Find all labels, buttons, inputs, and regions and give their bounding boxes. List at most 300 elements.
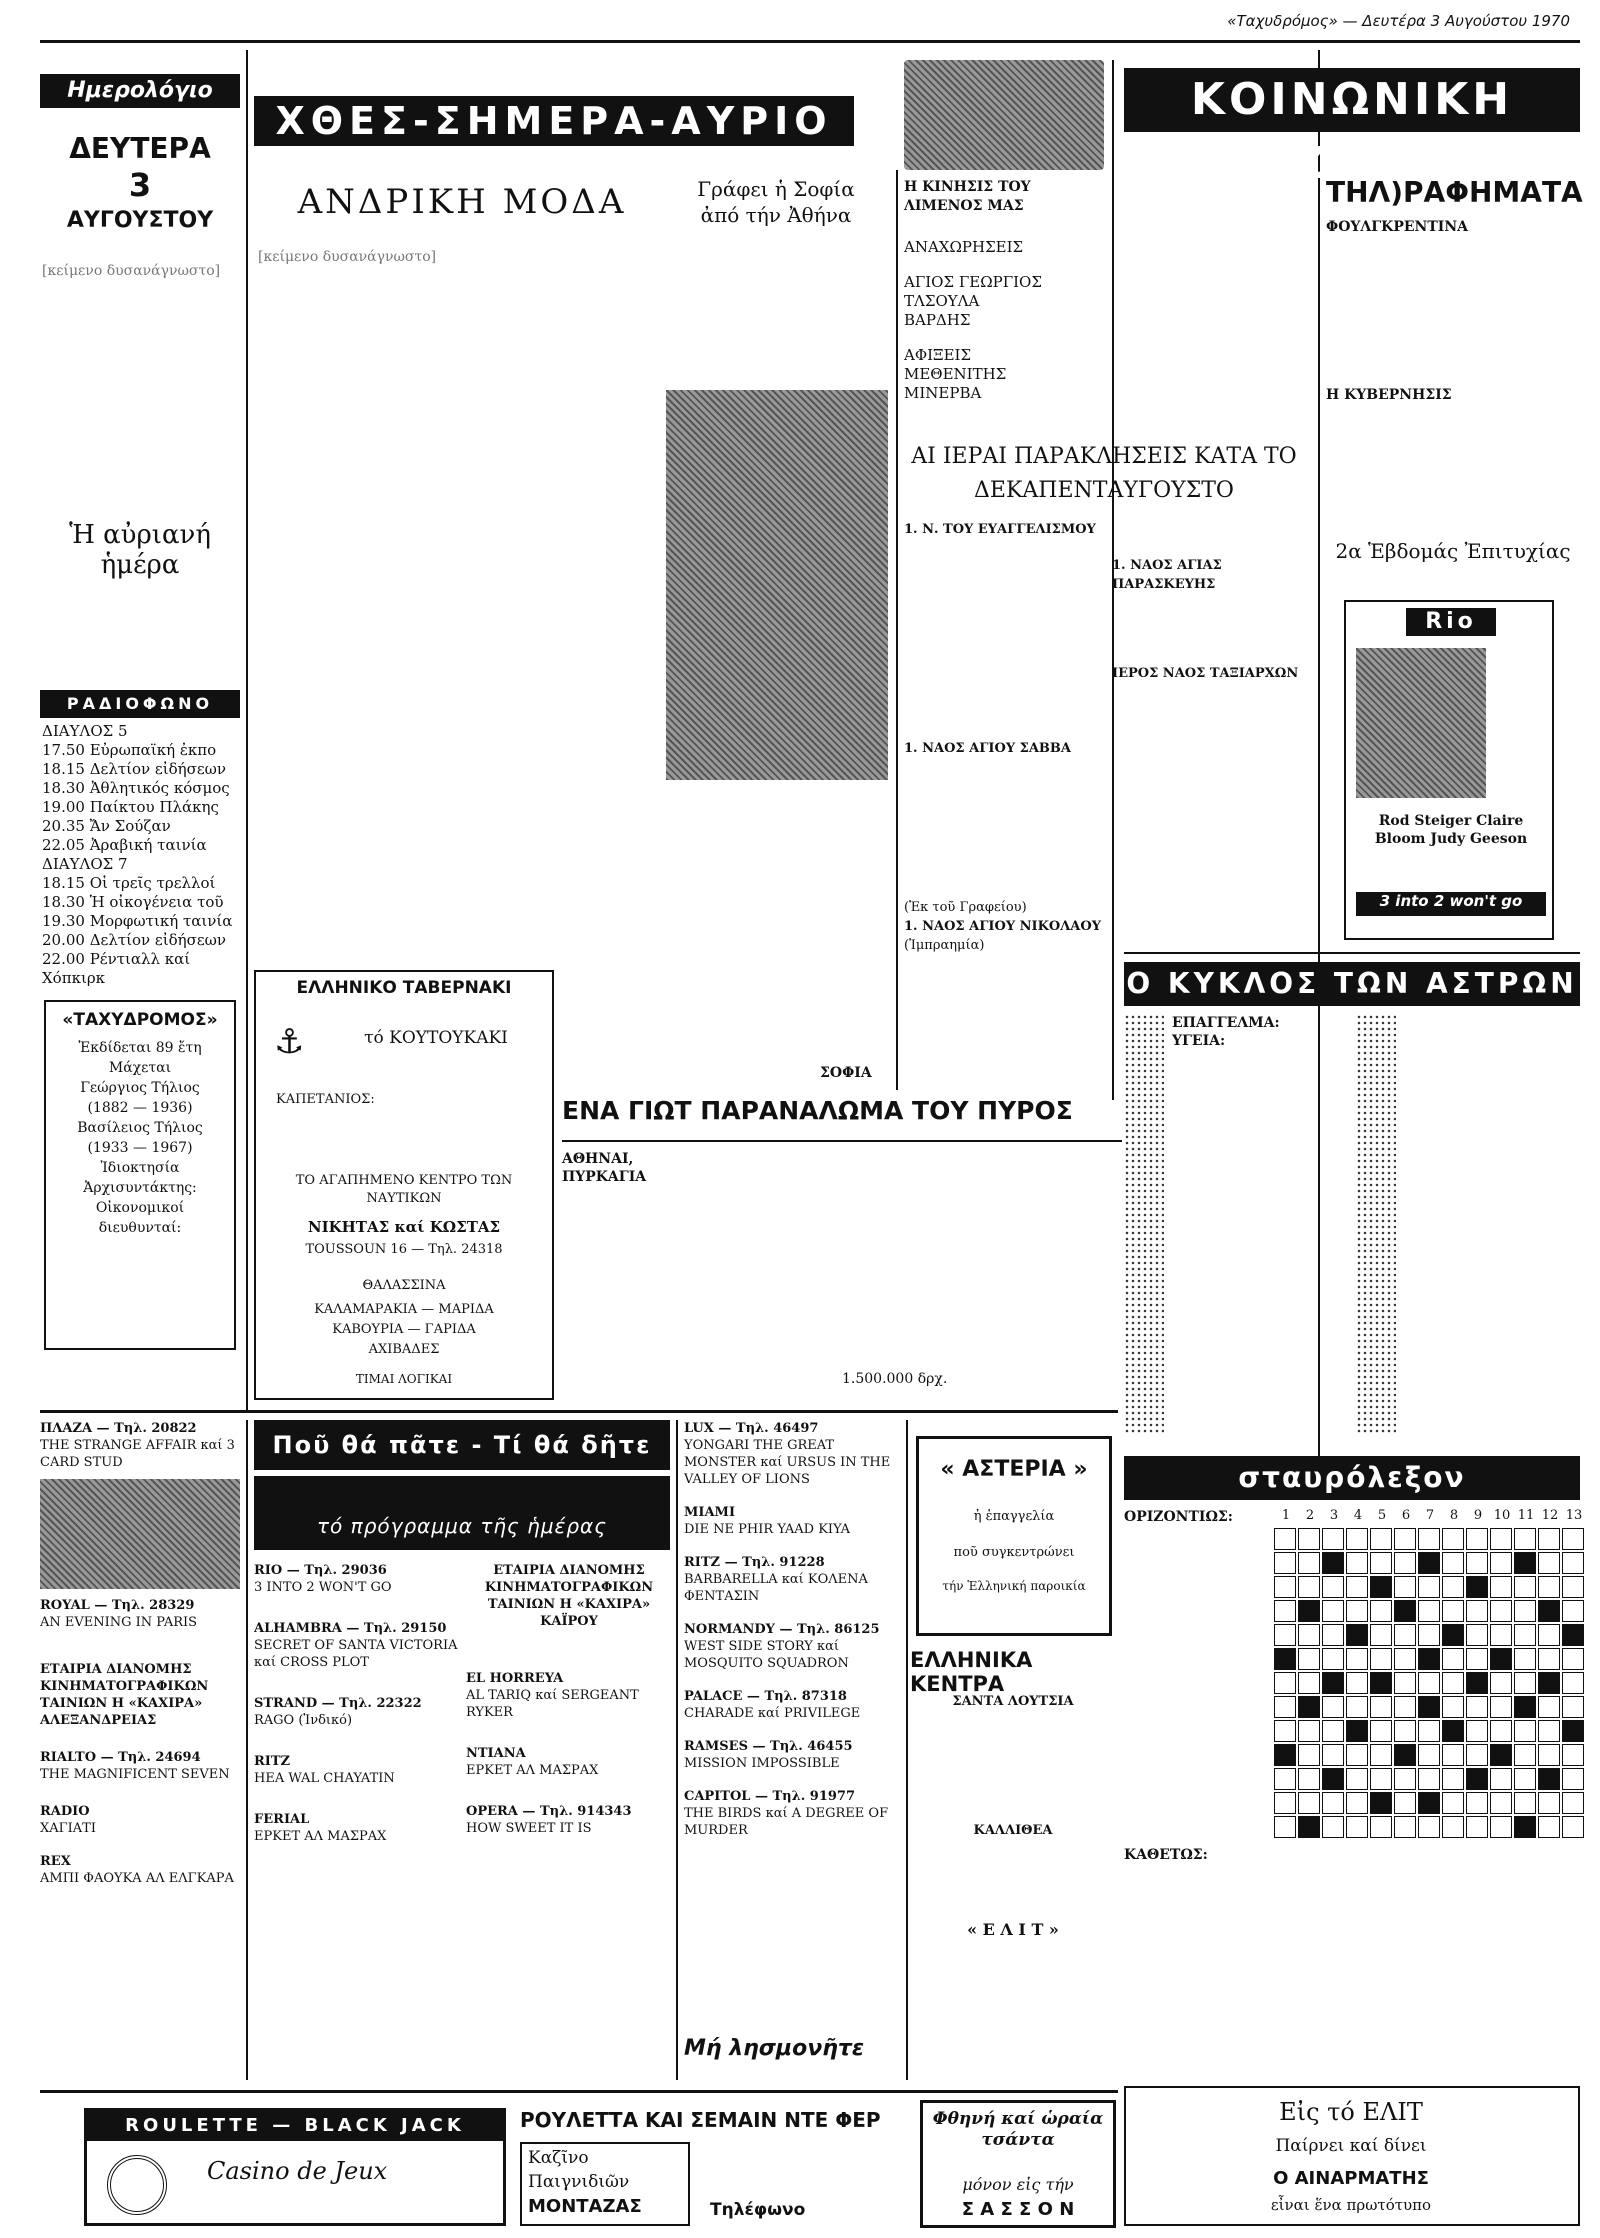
crossword-cell[interactable] — [1274, 1624, 1296, 1646]
roulette-wheel-icon — [107, 2155, 167, 2215]
crossword-cell[interactable] — [1538, 1816, 1560, 1838]
crossword-cell[interactable] — [1442, 1576, 1464, 1598]
crossword-cell[interactable] — [1298, 1528, 1320, 1550]
asteria-line2: ποῦ συγκεντρώνει — [953, 1545, 1075, 1560]
crossword-cell[interactable] — [1562, 1744, 1584, 1766]
crossword-cell[interactable] — [1394, 1648, 1416, 1670]
week-label: 2α Ἑβδομάς Ἐπιτυχίας — [1335, 539, 1571, 563]
radio-item: 22.00 Ρέντιαλλ καί Χόπκιρκ — [42, 950, 191, 987]
cinema-name: STRAND — Τηλ. 22322 — [254, 1696, 422, 1711]
crossword-cell[interactable] — [1274, 1672, 1296, 1694]
crossword-cell[interactable] — [1442, 1600, 1464, 1622]
crossword-cell[interactable] — [1562, 1696, 1584, 1718]
crossword-cell[interactable] — [1514, 1576, 1536, 1598]
calendar-text — [42, 262, 240, 472]
cinema-name: NORMANDY — Τηλ. 86125 — [684, 1622, 880, 1637]
crossword-cell[interactable] — [1418, 1576, 1440, 1598]
crossword-cell[interactable] — [1562, 1768, 1584, 1790]
crossword-cell[interactable] — [1346, 1672, 1368, 1694]
crossword-cell[interactable] — [1346, 1528, 1368, 1550]
taverna-more2: ΑΧΙΒΑΔΕΣ — [368, 1342, 440, 1357]
crossword-cell[interactable] — [1394, 1720, 1416, 1742]
roulette-ad — [84, 2108, 506, 2226]
xthes-banner: ΧΘΕΣ-ΣΗΜΕΡΑ-ΑΥΡΙΟ — [254, 96, 854, 146]
taverna-sea: ΘΑΛΑΣΣΙΝΑ — [362, 1278, 446, 1293]
crossword-cell[interactable] — [1442, 1792, 1464, 1814]
crossword-black-cell — [1538, 1600, 1560, 1622]
crossword-cell[interactable] — [1322, 1744, 1344, 1766]
cinema-name: RIO — Τηλ. 29036 — [254, 1563, 387, 1578]
cinema-name: ΜΙΑΜΙ — [684, 1505, 736, 1520]
crossword-cell[interactable] — [1322, 1528, 1344, 1550]
crossword-cell[interactable] — [1370, 1528, 1392, 1550]
crossword-cell[interactable] — [1346, 1792, 1368, 1814]
crossword-cell[interactable] — [1490, 1768, 1512, 1790]
crossword-cell[interactable] — [1370, 1552, 1392, 1574]
crossword-cell[interactable] — [1298, 1552, 1320, 1574]
social-banner: ΚΟΙΝΩΝΙΚΗ ΖΩΗ — [1124, 68, 1580, 132]
crossword-cell[interactable] — [1442, 1648, 1464, 1670]
radio-list — [42, 722, 240, 992]
crossword-black-cell — [1490, 1648, 1512, 1670]
cinema-name: RIALTO — Τηλ. 24694 — [40, 1750, 201, 1765]
crossword-cell[interactable] — [1490, 1600, 1512, 1622]
crossword-number: 2 — [1305, 1508, 1315, 1523]
crossword-cell[interactable] — [1346, 1600, 1368, 1622]
prayers-col1 — [904, 520, 1102, 1080]
crossword-cell[interactable] — [1562, 1576, 1584, 1598]
crossword-cell[interactable] — [1562, 1816, 1584, 1838]
radio-item: ΔΙΑΥΛΟΣ 7 — [42, 855, 128, 873]
moda-col1 — [258, 248, 454, 968]
colophon-line: (1882 — 1936) — [87, 1100, 193, 1116]
crossword-black-cell — [1538, 1768, 1560, 1790]
port-title: Η ΚΙΝΗΣΙΣ ΤΟΥ ΛΙΜΕΝΟΣ ΜΑΣ — [904, 179, 1031, 214]
crossword-black-cell — [1562, 1720, 1584, 1742]
roulette-headline: ΡΟΥΛΕΤΤΑ ΚΑΙ ΣΕΜΑΙΝ ΝΤΕ ΦΕΡ — [520, 2108, 881, 2132]
crossword-cell[interactable] — [1370, 1768, 1392, 1790]
cinema-name: PALACE — Τηλ. 87318 — [684, 1689, 847, 1704]
crossword-cell[interactable] — [1274, 1600, 1296, 1622]
sasson-line2: μόνον εἰς τήν — [962, 2175, 1074, 2194]
radio-item: 17.50 Εὐρωπαϊκή ἐκπο — [42, 741, 217, 759]
moda-byline: Γράφει ἡ Σοφία ἀπό τήν Ἀθήνα — [697, 177, 855, 227]
crossword-number: 5 — [1377, 1508, 1387, 1523]
crossword-number: 11 — [1517, 1508, 1535, 1523]
crossword-cell[interactable] — [1394, 1624, 1416, 1646]
crossword-cell[interactable] — [1322, 1816, 1344, 1838]
masthead: «Ταχυδρόμος» — Δευτέρα 3 Αυγούστου 1970 — [1227, 12, 1570, 30]
crossword-cell[interactable] — [1298, 1576, 1320, 1598]
tomorrow-text — [42, 590, 240, 670]
crossword-cell[interactable] — [1490, 1696, 1512, 1718]
crossword-cell[interactable] — [1466, 1528, 1488, 1550]
crossword-cell[interactable] — [1490, 1792, 1512, 1814]
crossword-cell[interactable] — [1442, 1744, 1464, 1766]
radio-item: 22.05 Ἀραβική ταινία — [42, 836, 207, 854]
crossword-black-cell — [1322, 1552, 1344, 1574]
crossword-black-cell — [1298, 1600, 1320, 1622]
crossword-cell[interactable] — [1370, 1816, 1392, 1838]
crossword-cell[interactable] — [1298, 1624, 1320, 1646]
crossword-black-cell — [1274, 1744, 1296, 1766]
crossword-cell[interactable] — [1370, 1696, 1392, 1718]
crossword-cell[interactable] — [1298, 1648, 1320, 1670]
metro-logo — [40, 1479, 240, 1589]
zodiac-icons-left — [1124, 1014, 1164, 1434]
crossword-cell[interactable] — [1370, 1720, 1392, 1742]
crossword-cell[interactable] — [1418, 1768, 1440, 1790]
cinema-film: 3 into 2 won't go — [1356, 892, 1546, 916]
crossword-cell[interactable] — [1322, 1720, 1344, 1742]
colophon-box — [44, 1000, 236, 1350]
crossword-cell[interactable] — [1274, 1720, 1296, 1742]
horoscope-col1 — [1172, 1014, 1352, 1434]
moda-col2 — [462, 248, 658, 968]
telegrams-title: ΤΗΛ)ΡΑΦΗΜΑΤΑ — [1326, 176, 1583, 209]
prayers-note: (Ἐκ τοῦ Γραφείου) — [904, 900, 1027, 915]
crossword-number: 4 — [1353, 1508, 1363, 1523]
crossword-cell[interactable] — [1466, 1648, 1488, 1670]
colophon-line: Ἰδιοκτησία — [100, 1160, 180, 1176]
crossword-cell[interactable] — [1514, 1528, 1536, 1550]
crossword-cell[interactable] — [1490, 1672, 1512, 1694]
crossword-cell[interactable] — [1490, 1816, 1512, 1838]
crossword-cell[interactable] — [1418, 1600, 1440, 1622]
radio-item: 19.00 Παίκτου Πλάκης — [42, 798, 219, 816]
crossword-cell[interactable] — [1538, 1648, 1560, 1670]
crossword-cell[interactable] — [1442, 1696, 1464, 1718]
crossword-cell[interactable] — [1394, 1816, 1416, 1838]
taverna-fish: ΚΑΛΑΜΑΡΑΚΙΑ — ΜΑΡΙΔΑ — [314, 1302, 494, 1317]
crossword-cell[interactable] — [1514, 1792, 1536, 1814]
cinema-film: ΗΕΑ WAL CHAYATIN — [254, 1771, 395, 1786]
where-sub: τό πρόγραμμα τῆς ἡμέρας — [254, 1476, 670, 1550]
crossword-cell[interactable] — [1490, 1552, 1512, 1574]
crossword-cell[interactable] — [1370, 1744, 1392, 1766]
cinema-name: ΝΤΙΑΝΑ — [466, 1746, 526, 1761]
crossword-black-cell — [1370, 1792, 1392, 1814]
crossword-cell[interactable] — [1394, 1792, 1416, 1814]
cinema-name: ΕΤΑΙΡΙΑ ΔΙΑΝΟΜΗΣ ΚΙΝΗΜΑΤΟΓΡΑΦΙΚΩΝ ΤΑΙΝΙΩΝ Η «ΚΑΧΙΡΑ» ΚΑΪΡΟΥ — [484, 1563, 654, 1629]
crossword-cell[interactable] — [1466, 1720, 1488, 1742]
port-departures: ΑΝΑΧΩΡΗΣΕΙΣ — [904, 238, 1024, 256]
montaza-line1: Καζῖνο — [528, 2148, 589, 2168]
crossword-cell[interactable] — [1298, 1672, 1320, 1694]
crossword-black-cell — [1274, 1648, 1296, 1670]
taverna-prices: ΤΙΜΑΙ ΛΟΓΙΚΑΙ — [355, 1372, 453, 1386]
prayers-section: 1. ΝΑΟΣ ΑΓΙΑΣ ΠΑΡΑΣΚΕΥΗΣ — [1112, 558, 1222, 592]
crossword-cell[interactable] — [1562, 1528, 1584, 1550]
cinema-film: WEST SIDE STORY καί MOSQUITO SQUADRON — [684, 1639, 849, 1671]
montaza-line3: ΜΟΝΤΑΖΑΣ — [528, 2196, 642, 2217]
prayers-section: ΙΕΡΟΣ ΝΑΟΣ ΤΑΞΙΑΡΧΩΝ — [1112, 666, 1299, 681]
crossword-black-cell — [1514, 1552, 1536, 1574]
crossword-cell[interactable] — [1514, 1624, 1536, 1646]
crossword-cell[interactable] — [1538, 1744, 1560, 1766]
elit-ad — [1124, 2086, 1580, 2226]
colophon-line: Οἰκονομικοί διευθυνταί: — [95, 1200, 185, 1236]
crossword-black-cell — [1490, 1744, 1512, 1766]
radio-item: 20.35 Ἄν Σούζαν — [42, 817, 171, 835]
crossword-cell[interactable] — [1490, 1624, 1512, 1646]
fire-headline: ΕΝΑ ΓΙΩΤ ΠΑΡΑΝΑΛΩΜΑ ΤΟΥ ΠΥΡΟΣ — [562, 1096, 1073, 1125]
cinema-logo: Rio — [1406, 608, 1496, 636]
crossword-cell[interactable] — [1514, 1744, 1536, 1766]
crossword-cell[interactable] — [1346, 1768, 1368, 1790]
crossword-cell[interactable] — [1514, 1672, 1536, 1694]
port-ship: ΑΓΙΟΣ ΓΕΩΡΓΙΟΣ — [904, 273, 1042, 291]
cinema-film: YONGARI THE GREAT MONSTER καί URSUS IN THE VALLEY OF LIONS — [684, 1438, 891, 1487]
crossword-cell[interactable] — [1538, 1792, 1560, 1814]
crossword-clues-across — [1124, 1508, 1270, 1838]
roulette-phone: Τηλέφωνο — [710, 2200, 806, 2220]
taverna-captain: ΚΑΠΕΤΑΝΙΟΣ: — [276, 1092, 375, 1107]
crossword-grid[interactable] — [1274, 1528, 1584, 1840]
colophon-line: Μάχεται — [108, 1060, 172, 1076]
crossword-cell[interactable] — [1298, 1768, 1320, 1790]
social-notes — [1120, 180, 1310, 420]
crossword-cell[interactable] — [1274, 1528, 1296, 1550]
radio-item: ΔΙΑΥΛΟΣ 5 — [42, 722, 128, 740]
cinema-film: BARBARELLA καί ΚΟΛΕΝΑ ΦΕΝΤΑΣΙΝ — [684, 1572, 868, 1604]
crossword-black-cell — [1298, 1816, 1320, 1838]
cinema-film: THE STRANGE AFFAIR καί 3 CARD STUD — [40, 1438, 235, 1470]
crossword-cell[interactable] — [1274, 1792, 1296, 1814]
montaza-line2: Παιγνιδιῶν — [528, 2172, 630, 2192]
horoscope-key: ΥΓΕΙΑ: — [1172, 1033, 1226, 1049]
elit-line4: εἶναι ἕνα πρωτότυπο — [1270, 2196, 1432, 2214]
calendar-illegible: [κείμενο δυσανάγνωστο] — [42, 263, 221, 279]
crossword-cell[interactable] — [1298, 1720, 1320, 1742]
center-name: ΚΑΛΛΙΘΕΑ — [973, 1823, 1053, 1838]
cinema-stars: Rod Steiger Claire Bloom Judy Geeson — [1374, 813, 1528, 847]
crossword-across-label: ΟΡΙΖΟΝΤΙΩΣ: — [1124, 1509, 1233, 1525]
crossword-cell[interactable] — [1514, 1768, 1536, 1790]
cinema-film: ΧΑΓΙΑΤΙ — [40, 1821, 96, 1836]
taverna-owners: ΝΙΚΗΤΑΣ καί ΚΩΣΤΑΣ — [307, 1218, 501, 1236]
moda-col3b — [666, 790, 886, 1070]
taverna-center: ΤΟ ΑΓΑΠΗΜΕΝΟ ΚΕΝΤΡΟ ΤΩΝ ΝΑΥΤΙΚΩΝ — [295, 1173, 513, 1206]
crossword-black-cell — [1418, 1696, 1440, 1718]
crossword-black-cell — [1466, 1576, 1488, 1598]
crossword-cell[interactable] — [1442, 1672, 1464, 1694]
crossword-black-cell — [1538, 1672, 1560, 1694]
crossword-cell[interactable] — [1394, 1672, 1416, 1694]
calendar-date: 3 — [128, 166, 152, 204]
radio-item: 18.30 Ἀθλητικός κόσμος — [42, 779, 230, 797]
cinema-photo — [1356, 648, 1486, 798]
crossword-cell[interactable] — [1466, 1744, 1488, 1766]
calendar-box — [40, 52, 240, 262]
crossword-cell[interactable] — [1394, 1576, 1416, 1598]
crossword-cell[interactable] — [1418, 1672, 1440, 1694]
crossword-cell[interactable] — [1346, 1552, 1368, 1574]
crossword-cell[interactable] — [1322, 1624, 1344, 1646]
crossword-cell[interactable] — [1442, 1552, 1464, 1574]
cinema-name: EL HORREYA — [466, 1671, 564, 1686]
crossword-cell[interactable] — [1274, 1696, 1296, 1718]
radio-item: 19.30 Μορφωτική ταινία — [42, 912, 233, 930]
crossword-black-cell — [1418, 1792, 1440, 1814]
horoscope-grid — [1124, 1014, 1580, 1444]
crossword-black-cell — [1562, 1624, 1584, 1646]
fire-dateline: ΑΘΗΝΑΙ, — [562, 1151, 634, 1167]
cinema-film: THE MAGNIFICENT SEVEN — [40, 1767, 230, 1782]
crossword-cell[interactable] — [1298, 1792, 1320, 1814]
crossword-cell[interactable] — [1370, 1648, 1392, 1670]
crossword-cell[interactable] — [1490, 1720, 1512, 1742]
crossword-black-cell — [1298, 1696, 1320, 1718]
cinema-name: LUX — Τηλ. 46497 — [684, 1421, 819, 1436]
crossword-cell[interactable] — [1418, 1720, 1440, 1742]
crossword-cell[interactable] — [1442, 1528, 1464, 1550]
crossword-number: 9 — [1473, 1508, 1483, 1523]
sasson-ad — [920, 2100, 1116, 2228]
crossword-cell[interactable] — [1442, 1768, 1464, 1790]
crossword-cell[interactable] — [1538, 1552, 1560, 1574]
crossword-number: 8 — [1449, 1508, 1459, 1523]
crossword-cell[interactable] — [1466, 1696, 1488, 1718]
crossword-cell[interactable] — [1370, 1600, 1392, 1622]
crossword-cell[interactable] — [1562, 1552, 1584, 1574]
radio-item: 18.30 Ἡ οἰκογένεια τοῦ — [42, 893, 224, 911]
crossword-cell[interactable] — [1274, 1552, 1296, 1574]
crossword-black-cell — [1370, 1672, 1392, 1694]
crossword-cell[interactable] — [1298, 1744, 1320, 1766]
cinemas-mid2 — [466, 1562, 672, 2072]
crossword-cell[interactable] — [1322, 1576, 1344, 1598]
radio-banner: ΡΑΔΙΟΦΩΝΟ — [40, 690, 240, 718]
crossword-cell[interactable] — [1394, 1696, 1416, 1718]
cinema-film: ΕΡΚΕΤ ΑΛ ΜΑΣΡΑΧ — [466, 1763, 599, 1778]
column-rule — [246, 50, 248, 1410]
crossword-black-cell — [1394, 1744, 1416, 1766]
prayers-section: 1. ΝΑΟΣ ΑΓΙΟΥ ΝΙΚΟΛΑΟΥ — [904, 919, 1101, 934]
crossword-cell[interactable] — [1322, 1600, 1344, 1622]
crossword-cell[interactable] — [1538, 1624, 1560, 1646]
cinemas-right — [684, 1420, 894, 2040]
crossword-cell[interactable] — [1538, 1696, 1560, 1718]
calendar-month: ΑΥΓΟΥΣΤΟΥ — [66, 208, 214, 233]
crossword-cell[interactable] — [1370, 1624, 1392, 1646]
crossword-cell[interactable] — [1466, 1600, 1488, 1622]
crossword-cell[interactable] — [1346, 1576, 1368, 1598]
cinema-film: AL TARIQ καί SERGEANT RYKER — [466, 1688, 639, 1720]
crossword-cell[interactable] — [1466, 1792, 1488, 1814]
crossword-black-cell — [1466, 1768, 1488, 1790]
cinema-name: CAPITOL — Τηλ. 91977 — [684, 1789, 855, 1804]
crossword-numbers — [1274, 1508, 1594, 1528]
crossword-cell[interactable] — [1394, 1528, 1416, 1550]
crossword-cell[interactable] — [1562, 1600, 1584, 1622]
crossword-cell[interactable] — [1538, 1720, 1560, 1742]
crossword-cell[interactable] — [1274, 1768, 1296, 1790]
crossword-cell[interactable] — [1490, 1576, 1512, 1598]
crossword-cell[interactable] — [1562, 1672, 1584, 1694]
crossword-cell[interactable] — [1514, 1600, 1536, 1622]
crossword-cell[interactable] — [1514, 1648, 1536, 1670]
cinema-film: HOW SWEET IT IS — [466, 1821, 592, 1836]
header-rule — [40, 40, 1580, 43]
crossword-number: 12 — [1541, 1508, 1559, 1523]
moda-signature: ΣΟΦΙΑ — [820, 1065, 872, 1081]
colophon-title: «ΤΑΧΥΔΡΟΜΟΣ» — [62, 1010, 218, 1030]
center-name: « Ε Λ Ι Τ » — [967, 1920, 1059, 1939]
crossword-cell[interactable] — [1466, 1624, 1488, 1646]
crossword-cell[interactable] — [1418, 1528, 1440, 1550]
crossword-cell[interactable] — [1514, 1720, 1536, 1742]
crossword-cell[interactable] — [1346, 1648, 1368, 1670]
cinemas-mid — [254, 1562, 460, 2072]
crossword-cell[interactable] — [1346, 1816, 1368, 1838]
dont-forget: Μή λησμονῆτε — [684, 2036, 865, 2061]
fire-rule — [562, 1140, 1122, 1142]
tomorrow-title: Ἡ αὐριανή ἡμέρα — [69, 520, 211, 580]
cinema-name: RITZ — [254, 1754, 291, 1769]
crossword-cell[interactable] — [1538, 1528, 1560, 1550]
ship-illustration — [904, 60, 1104, 170]
crossword-number: 7 — [1425, 1508, 1435, 1523]
cinema-film: SECRET OF SANTA VICTORIA καί CROSS PLOT — [254, 1638, 458, 1670]
crossword-cell[interactable] — [1394, 1768, 1416, 1790]
roulette-banner: ROULETTE — BLACK JACK — [87, 2111, 503, 2141]
cinema-name: ΠΛΑΖΑ — Τηλ. 20822 — [40, 1421, 197, 1436]
crossword-black-cell — [1322, 1768, 1344, 1790]
cinema-name: OPERA — Τηλ. 914343 — [466, 1804, 632, 1819]
prayers-section: 1. Ν. ΤΟΥ ΕΥΑΓΓΕΛΙΣΜΟΥ — [904, 522, 1096, 537]
crossword-cell[interactable] — [1322, 1696, 1344, 1718]
fire-amount: 1.500.000 δρχ. — [842, 1371, 948, 1387]
crossword-cell[interactable] — [1562, 1792, 1584, 1814]
crossword-cell[interactable] — [1274, 1576, 1296, 1598]
crossword-banner: σταυρόλεξον — [1124, 1456, 1580, 1500]
colophon-line: Βασίλειος Τήλιος — [77, 1120, 203, 1136]
crossword-cell[interactable] — [1490, 1528, 1512, 1550]
crossword-number: 6 — [1401, 1508, 1411, 1523]
crossword-cell[interactable] — [1418, 1744, 1440, 1766]
crossword-cell[interactable] — [1346, 1696, 1368, 1718]
moda-illegible: [κείμενο δυσανάγνωστο] — [258, 249, 437, 265]
cinema-film: ΑΜΠΙ ΦΑΟΥΚΑ ΑΛ ΕΛΓΚΑΡΑ — [40, 1871, 234, 1886]
taverna-name: τό ΚΟΥΤΟΥΚΑΚΙ — [364, 1028, 508, 1048]
column-rule — [896, 170, 898, 1090]
crossword-cell[interactable] — [1442, 1816, 1464, 1838]
port-ship: ΜΙΝΕΡΒΑ — [904, 384, 982, 402]
crossword-cell[interactable] — [1418, 1624, 1440, 1646]
telegrams-text — [1326, 218, 1580, 528]
cinema-film: CHARADE καί PRIVILEGE — [684, 1706, 861, 1721]
crossword-cell[interactable] — [1346, 1744, 1368, 1766]
crossword-cell[interactable] — [1322, 1792, 1344, 1814]
crossword-cell[interactable] — [1322, 1648, 1344, 1670]
cinema-name: ΕΤΑΙΡΙΑ ΔΙΑΝΟΜΗΣ ΚΙΝΗΜΑΤΟΓΡΑΦΙΚΩΝ ΤΑΙΝΙΩΝ Η «ΚΑΧΙΡΑ» ΑΛΕΞΑΝΔΡΕΙΑΣ — [40, 1662, 209, 1728]
crossword-cell[interactable] — [1538, 1576, 1560, 1598]
cinema-name: FERIAL — [254, 1812, 310, 1827]
crossword-cell[interactable] — [1562, 1648, 1584, 1670]
colophon-lines — [54, 1038, 226, 1238]
greek-centers-banner: ΕΛΛΗΝΙΚΑ ΚΕΝΤΡΑ — [910, 1648, 1033, 1696]
sasson-line1: Φθηνή καί ὡραία τσάντα — [932, 2109, 1104, 2150]
crossword-cell[interactable] — [1466, 1816, 1488, 1838]
fire-col1 — [562, 1150, 832, 1400]
crossword-cell[interactable] — [1466, 1552, 1488, 1574]
crossword-cell[interactable] — [1394, 1552, 1416, 1574]
cinema-film: 3 INTO 2 WON'T GO — [254, 1580, 392, 1595]
crossword-cell[interactable] — [1418, 1816, 1440, 1838]
crossword-cell[interactable] — [1274, 1816, 1296, 1838]
port-arrivals: ΑΦΙΞΕΙΣ — [904, 346, 972, 364]
